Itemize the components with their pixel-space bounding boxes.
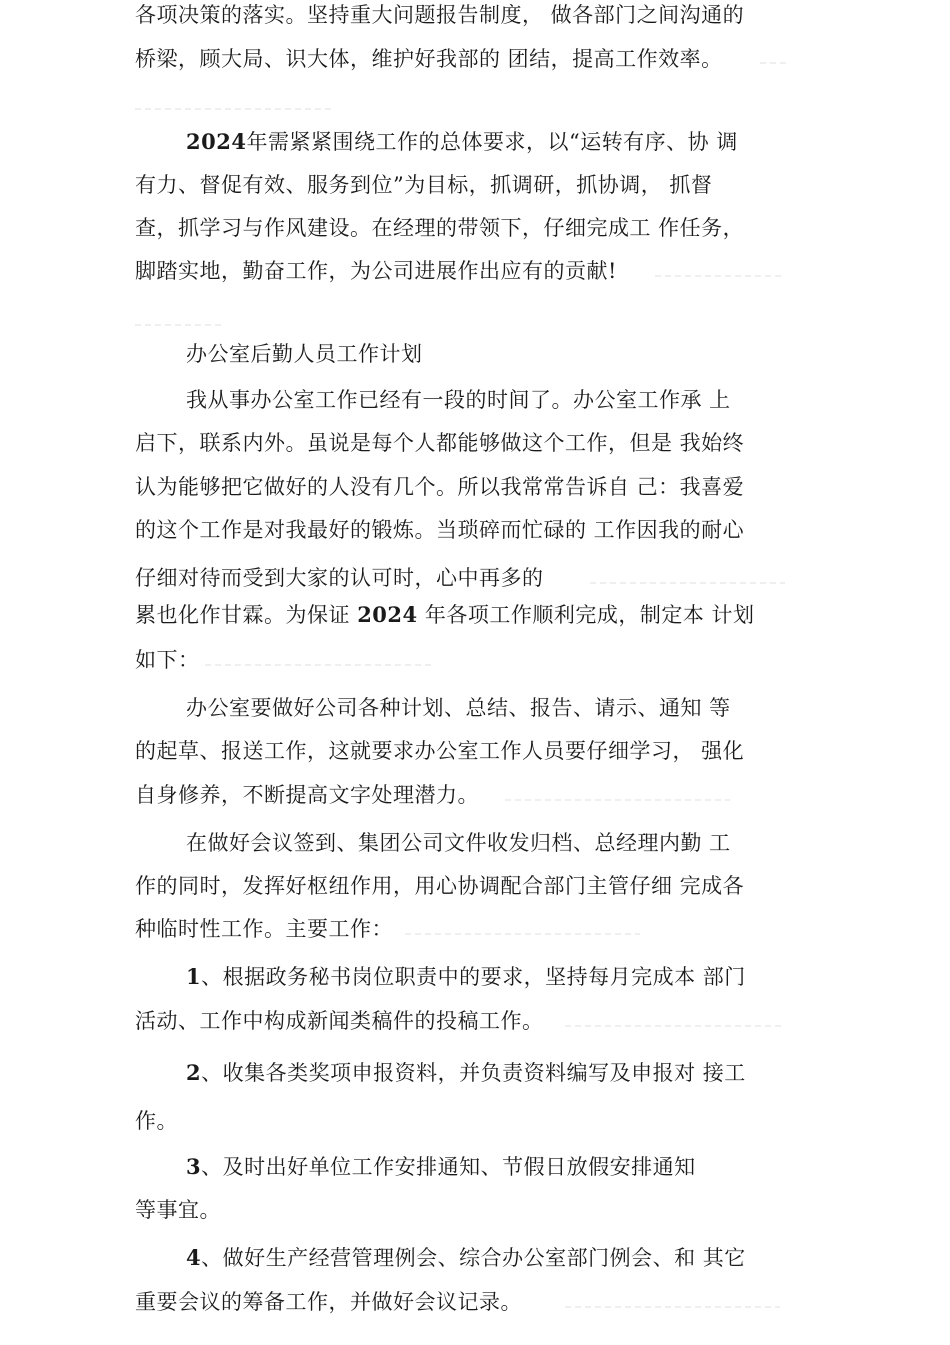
paragraph-line: 仔细对待而受到大家的认可时，心中再多的 (135, 566, 544, 590)
item-number: 2 (186, 1060, 202, 1085)
faint-artifact (760, 62, 790, 64)
paragraph-line: 的这个工作是对我最好的锻炼。当琐碎而忙碌的 工作因我的耐心 (135, 518, 745, 542)
faint-artifact (565, 1025, 785, 1027)
paragraph-line: 认为能够把它做好的人没有几个。所以我常常告诉自 己：我喜爱 (135, 475, 745, 499)
paragraph-line: 在做好会议签到、集团公司文件收发归档、总经理内勤 工 (186, 831, 731, 855)
faint-artifact (135, 108, 335, 110)
paragraph-line: 我从事办公室工作已经有一段的时间了。办公室工作承 上 (186, 388, 731, 412)
paragraph-line: 种临时性工作。主要工作： (135, 917, 393, 941)
list-item (186, 962, 746, 992)
list-item-line: 等事宜。 (135, 1198, 221, 1222)
faint-artifact (565, 1306, 780, 1308)
paragraph-line: 的起草、报送工作，这就要求办公室工作人员要仔细学习， 强化 (135, 739, 745, 763)
year-text: 2024 (357, 602, 418, 627)
paragraph-text: 年需紧紧围绕工作的总体要求，以“运转有序、协 调 (246, 130, 738, 154)
paragraph-line: 办公室要做好公司各种计划、总结、报告、请示、通知 等 (186, 696, 731, 720)
paragraph-line: 有力、督促有效、服务到位”为目标，抓调研，抓协调， 抓督 (135, 173, 713, 197)
faint-artifact (135, 324, 225, 326)
faint-artifact (205, 664, 435, 666)
list-item (186, 1058, 746, 1088)
item-text: 、及时出好单位工作安排通知、节假日放假安排通知 (201, 1155, 696, 1179)
section-title: 办公室后勤人员工作计划 (186, 342, 423, 366)
item-text: 、收集各类奖项申报资料，并负责资料编写及申报对 接工 (201, 1061, 746, 1085)
list-item-line: 重要会议的筹备工作，并做好会议记录。 (135, 1290, 522, 1314)
faint-artifact (505, 799, 730, 801)
paragraph-text: 年各项工作顺利完成，制定本 计划 (417, 603, 755, 627)
list-item-line: 活动、工作中构成新闻类稿件的投稿工作。 (135, 1009, 544, 1033)
faint-artifact (590, 582, 785, 584)
paragraph-line: 启下，联系内外。虽说是每个人都能够做这个工作，但是 我始终 (135, 431, 745, 455)
paragraph-line: 如下： (135, 648, 200, 672)
item-number: 1 (186, 964, 202, 989)
faint-artifact (655, 275, 785, 277)
paragraph-line: 桥梁，顾大局、识大体，维护好我部的 团结，提高工作效率。 (135, 47, 723, 71)
faint-artifact (405, 933, 640, 935)
item-text: 、做好生产经营管理例会、综合办公室部门例会、和 其它 (201, 1246, 746, 1270)
paragraph-line: 各项决策的落实。坚持重大问题报告制度， 做各部门之间沟通的 (135, 3, 745, 27)
list-item (186, 1152, 696, 1182)
paragraph-text: 累也化作甘霖。为保证 (135, 603, 358, 627)
list-item-line: 作。 (135, 1109, 178, 1133)
paragraph-line: 作的同时，发挥好枢纽作用，用心协调配合部门主管仔细 完成各 (135, 874, 745, 898)
paragraph-line (186, 127, 738, 157)
list-item (186, 1243, 746, 1273)
item-number: 3 (186, 1154, 202, 1179)
paragraph-line (135, 600, 755, 630)
paragraph-line: 脚踏实地，勤奋工作，为公司进展作出应有的贡献! (135, 259, 617, 283)
item-text: 、根据政务秘书岗位职责中的要求，坚持每月完成本 部门 (201, 965, 746, 989)
item-number: 4 (186, 1245, 202, 1270)
paragraph-line: 查，抓学习与作风建设。在经理的带领下，仔细完成工 作任务， (135, 216, 745, 240)
paragraph-line: 自身修养，不断提高文字处理潜力。 (135, 783, 479, 807)
year-text: 2024 (186, 129, 247, 154)
